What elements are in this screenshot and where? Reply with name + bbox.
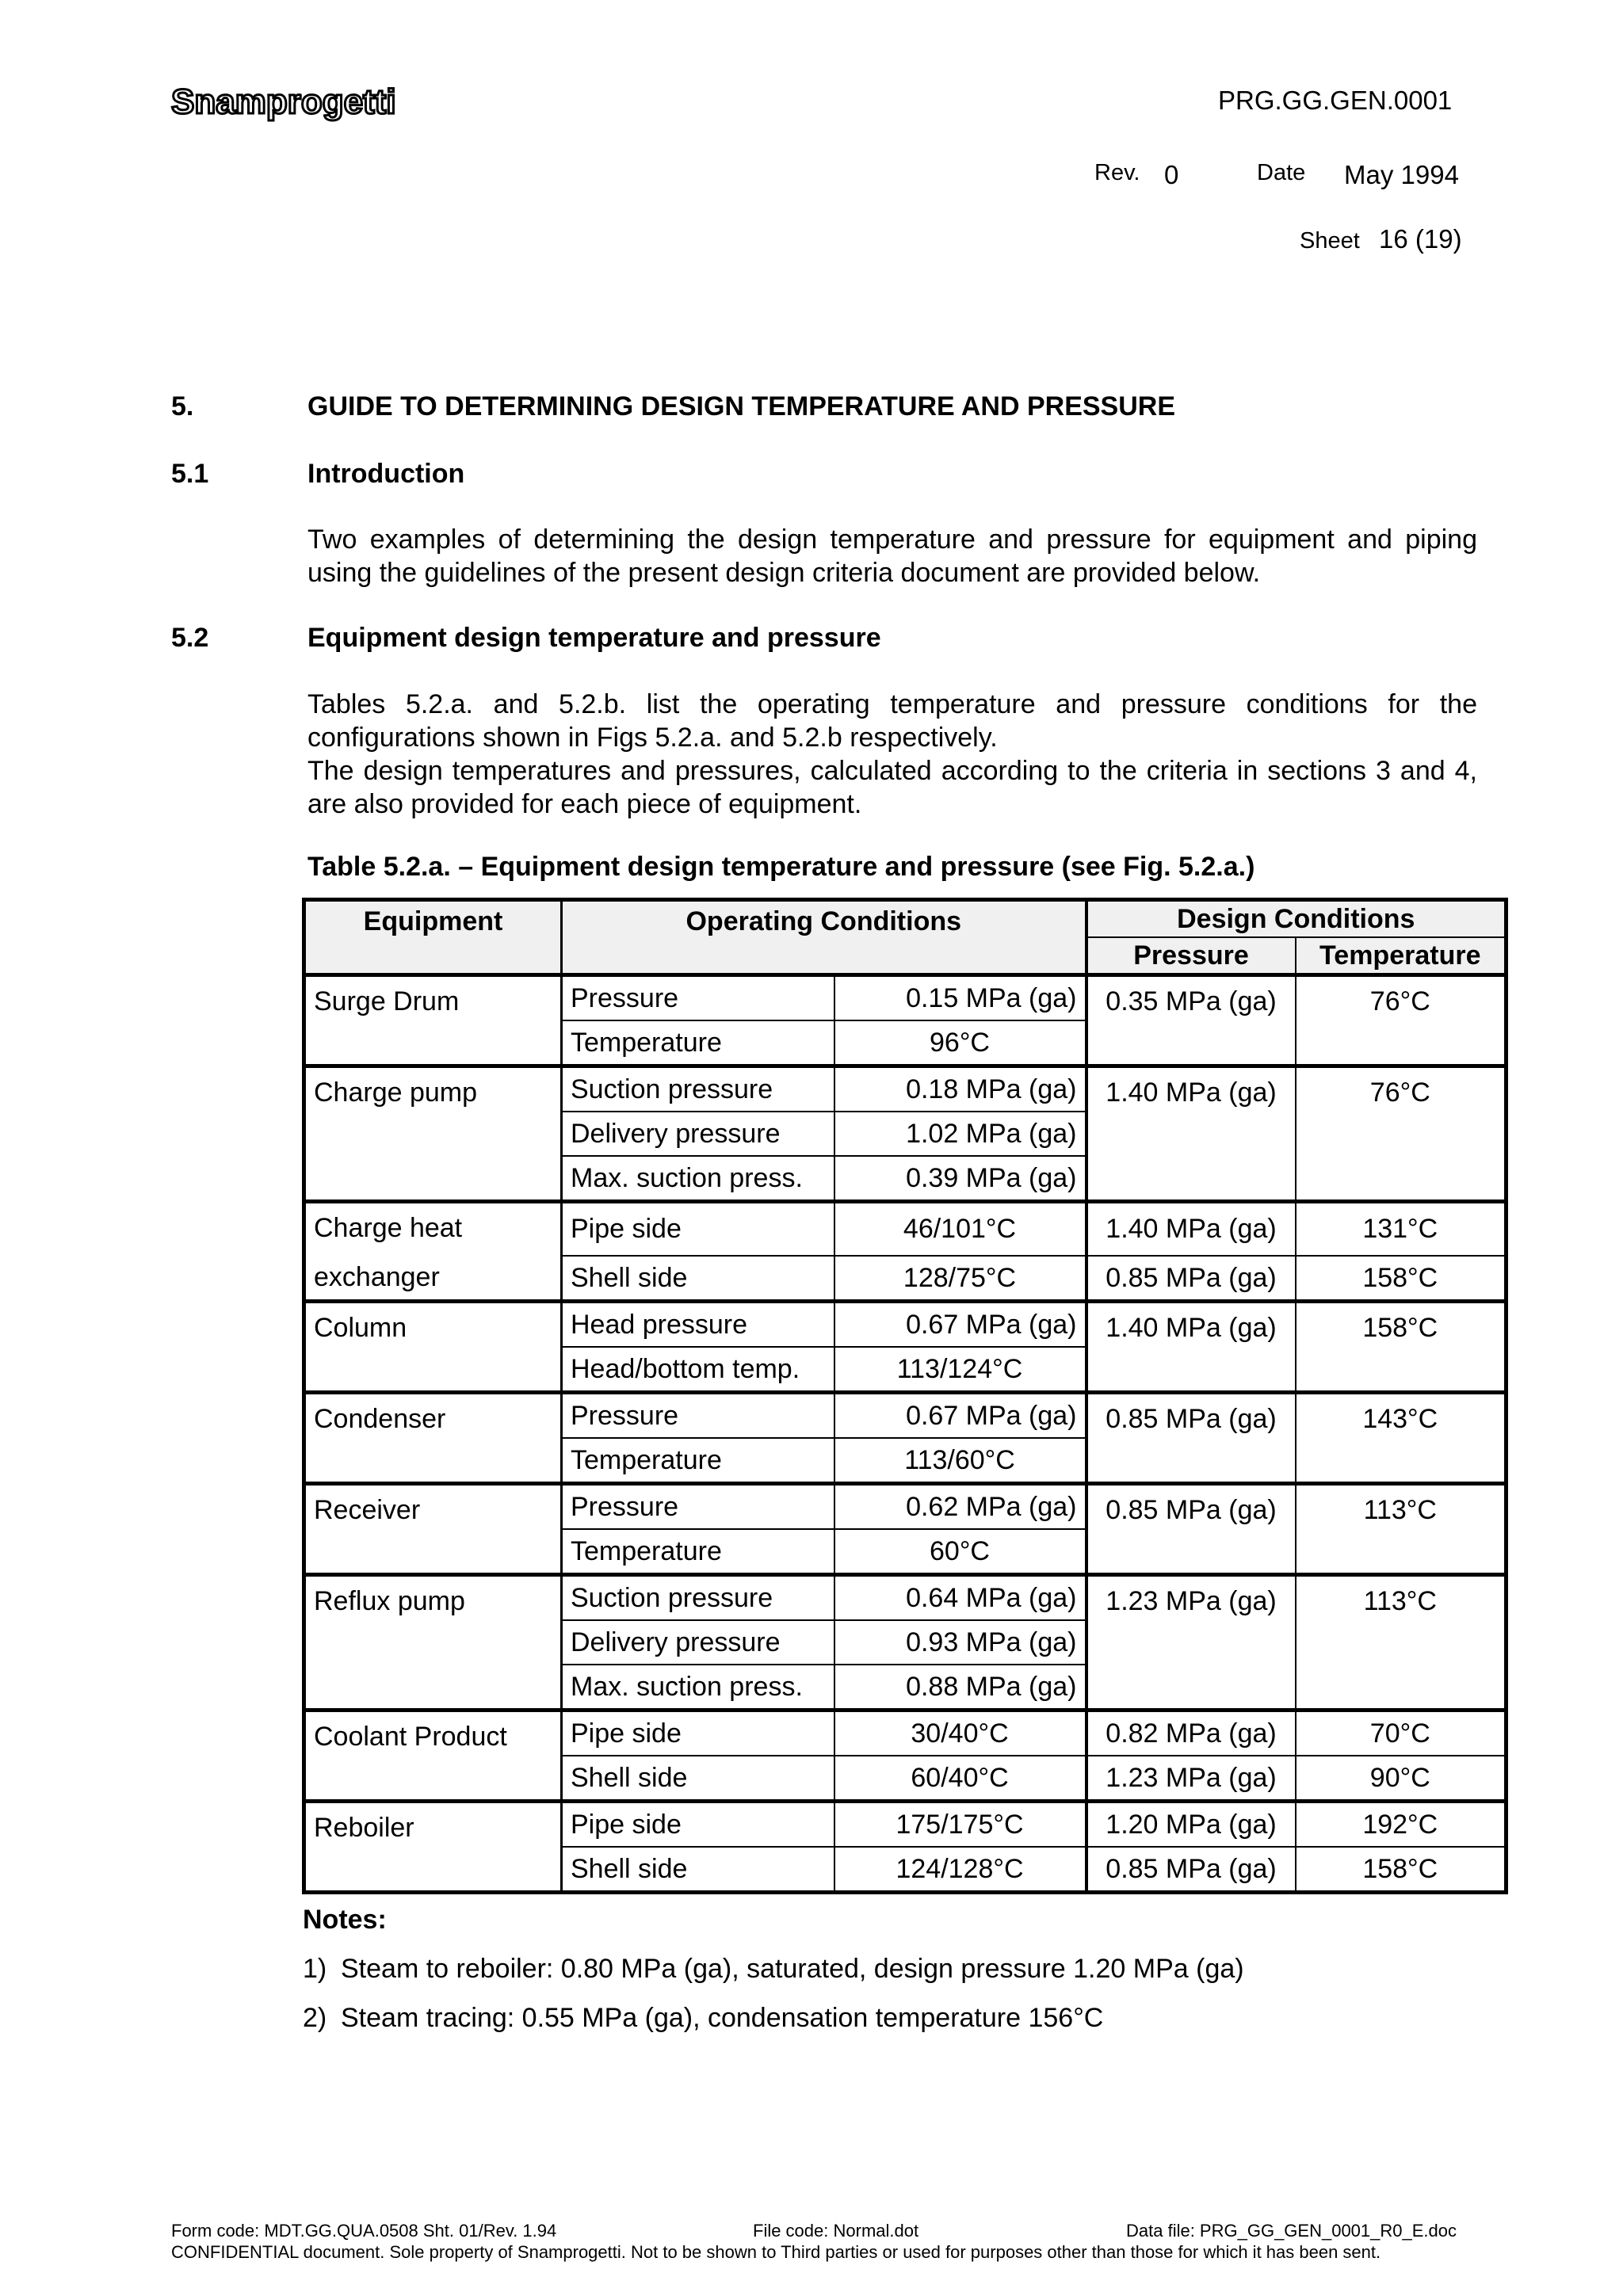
footer-data-file: Data file: PRG_GG_GEN_0001_R0_E.doc xyxy=(1126,2221,1457,2241)
header-design-conditions: Design Conditions xyxy=(1086,900,1507,938)
op-label: Shell side xyxy=(562,1256,834,1302)
section-5-2-para-1: Tables 5.2.a. and 5.2.b. list the operating temperature and pressure conditions for the configurations shown in Figs 5.2.a. and 5.2.b respectively. xyxy=(307,689,1477,753)
note-number: 1) xyxy=(303,1954,327,1984)
section-5-2-number: 5.2 xyxy=(171,623,209,653)
design-temperature: 113°C xyxy=(1296,1575,1507,1711)
op-value: 46/101°C xyxy=(834,1202,1086,1257)
table-row xyxy=(304,1256,1507,1302)
op-label: Pressure xyxy=(562,1484,834,1530)
op-value: 128/75°C xyxy=(834,1256,1086,1302)
design-temperature: 192°C xyxy=(1296,1802,1507,1848)
design-pressure: 0.85 MPa (ga) xyxy=(1086,1256,1296,1302)
sheet-value: 16 (19) xyxy=(1379,224,1462,254)
op-label: Max. suction press. xyxy=(562,1156,834,1202)
op-label: Pipe side xyxy=(562,1802,834,1848)
design-temperature: 113°C xyxy=(1296,1484,1507,1575)
equipment-name: Charge heat xyxy=(304,1202,562,1257)
table-caption: Table 5.2.a. – Equipment design temperature and pressure (see Fig. 5.2.a.) xyxy=(307,852,1255,882)
equipment-name: Charge pump xyxy=(304,1066,562,1202)
op-label: Pressure xyxy=(562,975,834,1021)
op-value: 96°C xyxy=(834,1020,1086,1066)
op-label: Shell side xyxy=(562,1756,834,1802)
design-temperature: 158°C xyxy=(1296,1302,1507,1393)
equipment-name: Coolant Product xyxy=(304,1711,562,1802)
design-pressure: 1.23 MPa (ga) xyxy=(1086,1575,1296,1711)
header-equipment: Equipment xyxy=(304,900,562,975)
design-pressure: 1.20 MPa (ga) xyxy=(1086,1802,1296,1848)
design-pressure: 1.40 MPa (ga) xyxy=(1086,1066,1296,1202)
op-label: Head/bottom temp. xyxy=(562,1347,834,1393)
op-value: 30/40°C xyxy=(834,1711,1086,1756)
note-number: 2) xyxy=(303,2003,327,2033)
design-temperature: 76°C xyxy=(1296,975,1507,1066)
design-temperature: 76°C xyxy=(1296,1066,1507,1202)
section-5-1-title: Introduction xyxy=(307,459,465,489)
table-row xyxy=(304,1202,1507,1257)
equipment-name: Surge Drum xyxy=(304,975,562,1066)
sheet-label: Sheet xyxy=(1300,228,1360,254)
equipment-name: Condenser xyxy=(304,1393,562,1484)
equipment-name: Receiver xyxy=(304,1484,562,1575)
design-pressure: 0.35 MPa (ga) xyxy=(1086,975,1296,1066)
section-5-2-para-2: The design temperatures and pressures, calculated according to the criteria in sections 3 and 4, are also provided for each piece of equipment. xyxy=(307,756,1477,819)
design-temperature: 143°C xyxy=(1296,1393,1507,1484)
section-5-1-number: 5.1 xyxy=(171,459,209,489)
op-label: Delivery pressure xyxy=(562,1620,834,1665)
note-text: Steam tracing: 0.55 MPa (ga), condensation temperature 156°C xyxy=(341,2003,1104,2033)
rev-label: Rev. xyxy=(1094,160,1140,185)
design-pressure: 0.85 MPa (ga) xyxy=(1086,1393,1296,1484)
footer-file-code: File code: Normal.dot xyxy=(753,2221,919,2241)
section-5-2-paragraph xyxy=(307,688,1477,821)
op-value: 0.67 MPa (ga) xyxy=(834,1302,1086,1348)
header-operating-conditions: Operating Conditions xyxy=(562,900,1086,975)
date-value: May 1994 xyxy=(1344,160,1459,189)
op-label: Temperature xyxy=(562,1438,834,1484)
note-item xyxy=(303,1954,1244,1985)
op-label: Suction pressure xyxy=(562,1066,834,1112)
op-value: 0.93 MPa (ga) xyxy=(834,1620,1086,1665)
op-value: 175/175°C xyxy=(834,1802,1086,1848)
company-logo: Snamprogetti xyxy=(171,82,396,121)
section-5-title: GUIDE TO DETERMINING DESIGN TEMPERATURE AND PRESSURE xyxy=(307,391,1176,421)
op-value: 113/124°C xyxy=(834,1347,1086,1393)
table-row xyxy=(304,1711,1507,1756)
op-value: 0.39 MPa (ga) xyxy=(834,1156,1086,1202)
table-row xyxy=(304,1484,1507,1530)
equipment-design-table xyxy=(302,898,1508,1894)
footer-confidential: CONFIDENTIAL document. Sole property of Snamprogetti. Not to be shown to Third parties or used for purposes other than those for which it has been sent. xyxy=(171,2242,1381,2262)
design-temperature: 131°C xyxy=(1296,1202,1507,1257)
op-label: Pipe side xyxy=(562,1711,834,1756)
header-design-temperature: Temperature xyxy=(1296,937,1507,975)
design-pressure: 1.23 MPa (ga) xyxy=(1086,1756,1296,1802)
design-pressure: 1.40 MPa (ga) xyxy=(1086,1202,1296,1257)
section-5-number: 5. xyxy=(171,391,194,421)
design-pressure: 0.85 MPa (ga) xyxy=(1086,1484,1296,1575)
design-temperature: 158°C xyxy=(1296,1256,1507,1302)
table-row xyxy=(304,1393,1507,1439)
op-value: 0.62 MPa (ga) xyxy=(834,1484,1086,1530)
table-header-row xyxy=(304,900,1507,938)
design-pressure: 0.85 MPa (ga) xyxy=(1086,1847,1296,1893)
header-design-pressure: Pressure xyxy=(1086,937,1296,975)
equipment-name: Reflux pump xyxy=(304,1575,562,1711)
intro-text: Two examples of determining the design temperature and pressure for equipment and piping using the guidelines of the present design criteria document are provided below. xyxy=(307,524,1477,588)
op-label: Temperature xyxy=(562,1529,834,1575)
op-label: Max. suction press. xyxy=(562,1665,834,1711)
design-pressure: 0.82 MPa (ga) xyxy=(1086,1711,1296,1756)
note-item xyxy=(303,2003,1103,2034)
table-row xyxy=(304,1066,1507,1112)
op-value: 0.67 MPa (ga) xyxy=(834,1393,1086,1439)
design-temperature: 70°C xyxy=(1296,1711,1507,1756)
notes-title: Notes: xyxy=(303,1905,387,1935)
op-label: Temperature xyxy=(562,1020,834,1066)
date-label: Date xyxy=(1257,160,1306,185)
design-temperature: 158°C xyxy=(1296,1847,1507,1893)
op-label: Pressure xyxy=(562,1393,834,1439)
op-value: 0.15 MPa (ga) xyxy=(834,975,1086,1021)
note-text: Steam to reboiler: 0.80 MPa (ga), saturated, design pressure 1.20 MPa (ga) xyxy=(341,1954,1244,1984)
section-5-2-title: Equipment design temperature and pressure xyxy=(307,623,881,653)
equipment-name: Reboiler xyxy=(304,1802,562,1893)
equipment-name: Column xyxy=(304,1302,562,1393)
op-label: Head pressure xyxy=(562,1302,834,1348)
table-row xyxy=(304,1802,1507,1848)
op-value: 0.64 MPa (ga) xyxy=(834,1575,1086,1621)
document-code: PRG.GG.GEN.0001 xyxy=(1218,86,1453,115)
op-value: 60°C xyxy=(834,1529,1086,1575)
op-label: Shell side xyxy=(562,1847,834,1893)
op-value: 60/40°C xyxy=(834,1756,1086,1802)
op-label: Suction pressure xyxy=(562,1575,834,1621)
equipment-name-cont: exchanger xyxy=(304,1256,562,1302)
op-label: Delivery pressure xyxy=(562,1112,834,1156)
table-row xyxy=(304,1575,1507,1621)
op-value: 0.88 MPa (ga) xyxy=(834,1665,1086,1711)
table-row xyxy=(304,975,1507,1021)
op-label: Pipe side xyxy=(562,1202,834,1257)
table-row xyxy=(304,1302,1507,1348)
design-temperature: 90°C xyxy=(1296,1756,1507,1802)
design-pressure: 1.40 MPa (ga) xyxy=(1086,1302,1296,1393)
op-value: 1.02 MPa (ga) xyxy=(834,1112,1086,1156)
footer-form-code: Form code: MDT.GG.QUA.0508 Sht. 01/Rev. 1.94 xyxy=(171,2221,557,2241)
section-5-1-paragraph xyxy=(307,523,1477,589)
op-value: 113/60°C xyxy=(834,1438,1086,1484)
rev-value: 0 xyxy=(1164,160,1179,189)
op-value: 0.18 MPa (ga) xyxy=(834,1066,1086,1112)
op-value: 124/128°C xyxy=(834,1847,1086,1893)
